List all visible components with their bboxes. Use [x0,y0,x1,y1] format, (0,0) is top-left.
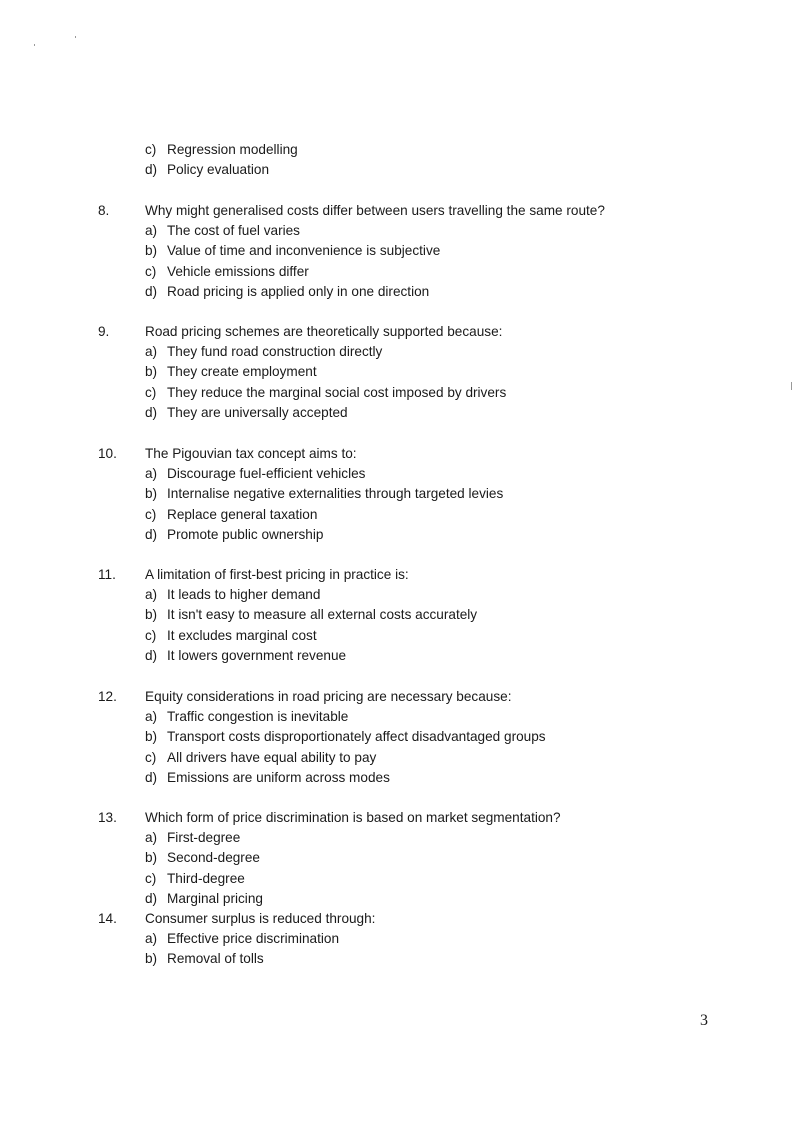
option-text: The cost of fuel varies [167,223,300,239]
answer-option [0,262,794,282]
option-letter: a) [145,931,158,947]
answer-option [0,505,794,525]
question-stem [0,444,794,464]
question-10 [0,444,794,545]
option-text: Regression modelling [167,142,298,157]
option-letter: b) [145,364,158,380]
option-letter: d) [145,890,158,906]
answer-option [0,646,794,666]
answer-option [0,282,794,302]
option-text: Replace general taxation [167,506,318,522]
option-letter: b) [145,729,158,745]
option-letter: a) [145,587,158,603]
question-number: 8. [98,203,110,218]
option-letter: c) [145,384,157,400]
option-text: Promote public ownership [167,526,324,542]
option-text: They fund road construction directly [167,344,383,360]
answer-option [0,707,794,727]
question-text: Equity considerations in road pricing are necessary because: [145,689,512,704]
option-text: Emissions are uniform across modes [167,769,390,785]
answer-option [0,869,794,889]
question-11 [0,565,794,666]
question-stem [0,322,794,342]
question-8 [0,201,794,302]
question-text: Road pricing schemes are theoretically supported because: [145,324,503,339]
answer-option [0,605,794,625]
answer-option [0,949,794,969]
question-text: The Pigouvian tax concept aims to: [145,446,357,461]
option-letter: a) [145,344,158,360]
question-number: 9. [98,324,110,339]
option-letter: c) [145,142,157,157]
option-text: It leads to higher demand [167,587,321,603]
option-letter: b) [145,951,158,967]
answer-option [0,768,794,788]
answer-option [0,525,794,545]
option-letter: d) [145,404,158,420]
option-letter: c) [145,506,157,522]
option-text: Internalise negative externalities through targeted levies [167,486,504,502]
option-letter: c) [145,627,157,643]
option-text: Road pricing is applied only in one direction [167,283,430,299]
answer-option [0,929,794,949]
option-text: Discourage fuel-efficient vehicles [167,466,366,482]
question-stem [0,909,794,929]
question-text: A limitation of first-best pricing in practice is: [145,567,409,582]
answer-option [0,221,794,241]
question-fragment [0,140,794,180]
answer-option [0,484,794,504]
option-text: Policy evaluation [167,162,270,178]
answer-option [0,889,794,909]
question-number: 11. [98,567,116,582]
question-stem [0,565,794,585]
option-letter: a) [145,709,158,725]
answer-option [0,403,794,423]
option-letter: a) [145,830,158,846]
answer-option [0,140,794,160]
option-text: Marginal pricing [167,890,263,906]
option-text: They are universally accepted [167,404,348,420]
option-text: It lowers government revenue [167,647,347,663]
option-letter: b) [145,607,158,623]
page-number: 3 [700,1012,708,1029]
answer-option [0,342,794,362]
question-9 [0,322,794,423]
option-text: It excludes marginal cost [167,627,317,643]
question-13 [0,808,794,909]
option-text: Vehicle emissions differ [167,263,309,279]
answer-option [0,362,794,382]
answer-option [0,748,794,768]
question-stem [0,808,794,828]
question-14 [0,909,794,970]
option-letter: d) [145,162,158,178]
question-number: 14. [98,911,117,926]
question-stem [0,687,794,707]
option-letter: c) [145,870,157,886]
answer-option [0,848,794,868]
answer-option [0,241,794,261]
option-letter: b) [145,850,158,866]
option-text: Second-degree [167,850,260,866]
scan-speck [75,36,76,38]
question-number: 10. [98,446,117,461]
option-letter: a) [145,223,158,239]
answer-option [0,383,794,403]
option-letter: d) [145,647,158,663]
option-text: Value of time and inconvenience is subjective [167,243,441,259]
option-text: Third-degree [167,870,245,886]
answer-option [0,828,794,848]
question-number: 13. [98,810,117,825]
question-text: Why might generalised costs differ between users travelling the same route? [145,203,605,218]
option-text: All drivers have equal ability to pay [167,749,377,765]
answer-option [0,464,794,484]
option-text: First-degree [167,830,241,846]
question-text: Consumer surplus is reduced through: [145,911,376,926]
option-text: Effective price discrimination [167,931,340,947]
option-letter: c) [145,263,157,279]
answer-option [0,626,794,646]
answer-option [0,160,794,180]
answer-option [0,727,794,747]
option-letter: b) [145,243,158,259]
option-text: Transport costs disproportionately affect disadvantaged groups [167,729,546,745]
question-text: Which form of price discrimination is based on market segmentation? [145,810,561,825]
option-letter: a) [145,466,158,482]
option-text: They create employment [167,364,317,380]
option-text: Removal of tolls [167,951,264,967]
option-text: They reduce the marginal social cost imposed by drivers [167,384,507,400]
option-letter: d) [145,769,158,785]
scan-speck [34,44,35,46]
question-12 [0,687,794,788]
option-letter: d) [145,526,158,542]
question-stem [0,201,794,221]
option-letter: c) [145,749,157,765]
option-letter: d) [145,283,158,299]
question-number: 12. [98,689,117,704]
option-text: Traffic congestion is inevitable [167,709,349,725]
answer-option [0,585,794,605]
option-letter: b) [145,486,158,502]
option-text: It isn't easy to measure all external costs accurately [167,607,478,623]
